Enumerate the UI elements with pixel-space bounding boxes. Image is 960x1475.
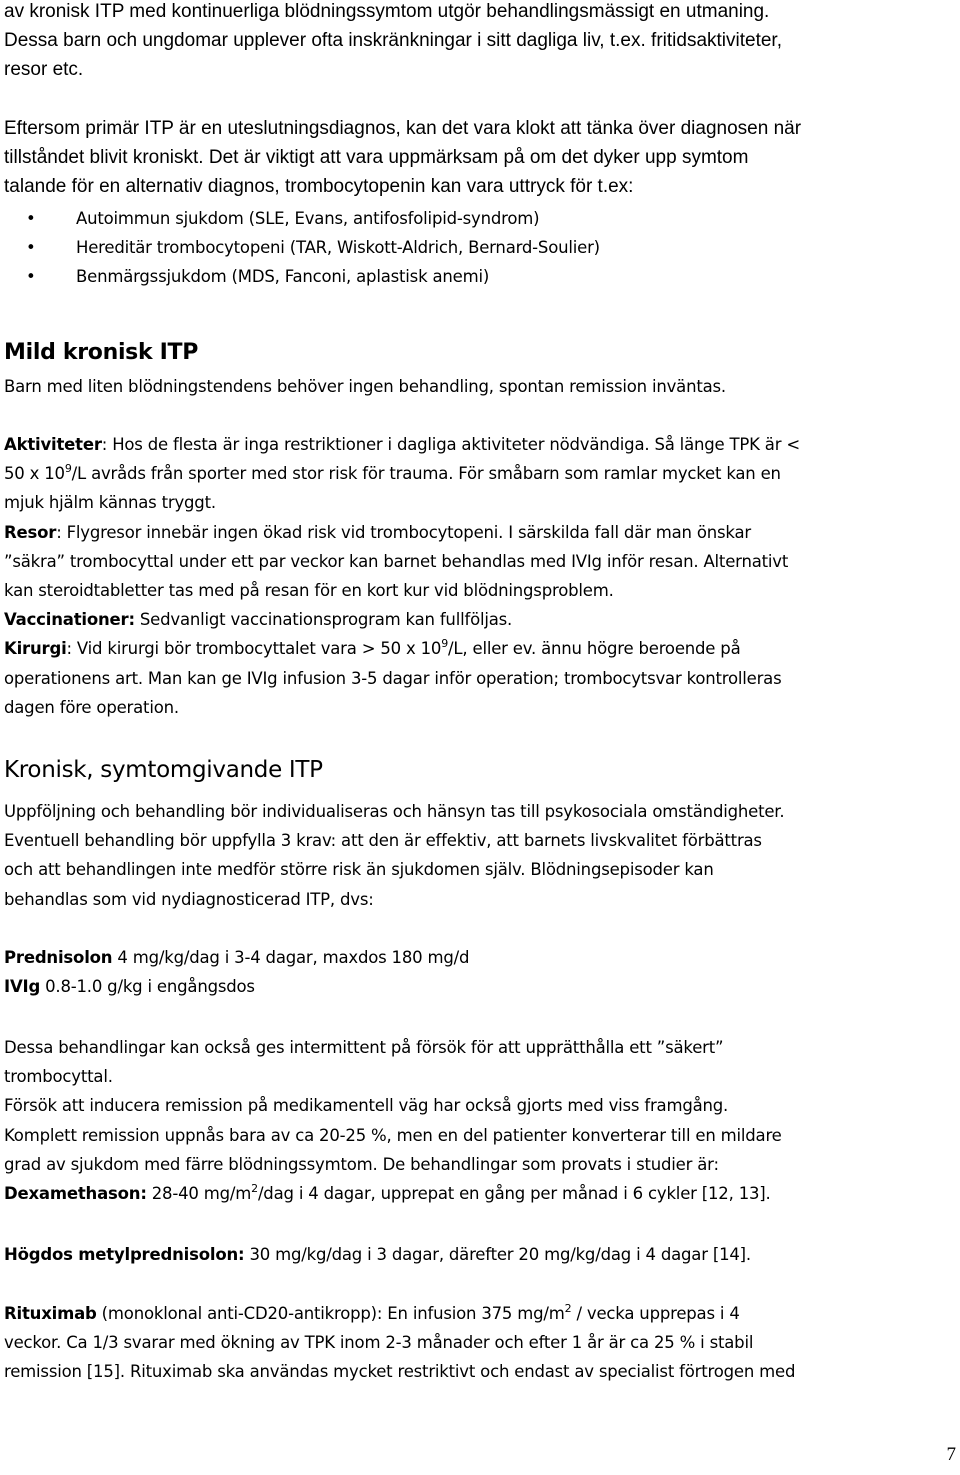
text-line: Uppföljning och behandling bör individualiseras och hänsyn tas till psykosociala omständigheter. <box>4 802 785 821</box>
text-run: 30 mg/kg/dag i 3 dagar, därefter 20 mg/kg/dag i 4 dagar [14]. <box>244 1245 751 1264</box>
drug-rituximab: Rituximab <box>4 1304 97 1323</box>
text-line: Dessa barn och ungdomar upplever ofta inskränkningar i sitt dagliga liv, t.ex. fritidsaktiviteter, <box>4 30 782 51</box>
mild-paragraph <box>4 372 954 401</box>
label-surgery: Kirurgi <box>4 639 67 659</box>
superscript: 9 <box>64 461 72 475</box>
text-line <box>4 1299 954 1328</box>
text-run: Det är viktigt att vara uppmärksam på om det dyker upp symtom <box>203 147 749 168</box>
text-line <box>4 518 954 547</box>
bullet-icon: • <box>26 238 36 258</box>
text-line: ”säkra” trombocyttal under ett par veckor kan barnet behandlas med IVIg inför resan. Alternativt <box>4 551 789 571</box>
text-run: : Flygresor innebär ingen ökad risk vid trombocytopeni. I särskilda fall där man önskar <box>56 522 751 542</box>
diagnosis-paragraph <box>4 114 954 201</box>
bullet-icon: • <box>26 209 36 228</box>
text-line: resor etc. <box>4 59 84 80</box>
hdmp-paragraph <box>4 1240 954 1269</box>
list-item <box>4 233 954 262</box>
text-line: kan steroidtabletter tas med på resan för en kort kur vid blödningsproblem. <box>4 581 614 601</box>
text-line <box>4 143 954 172</box>
drug-dexamethason: Dexamethason: <box>4 1184 147 1204</box>
text-run: (monoklonal anti-CD20-antikropp): En infusion 375 mg/m <box>96 1304 565 1323</box>
text-run: /L, eller ev. ännu högre beroende på <box>448 639 741 659</box>
text-run: : Vid kirurgi bör trombocyttalet vara > 50 x 10 <box>66 639 442 659</box>
list-item-text: Autoimmun sjukdom (SLE, Evans, antifosfolipid-syndrom) <box>76 209 540 228</box>
text-line: operationens art. Man kan ge IVIg infusion 3-5 dagar inför operation; trombocytsvar kontrolleras <box>4 668 782 688</box>
text-line <box>4 1240 954 1269</box>
text-line: remission [15]. Rituximab ska användas mycket restriktivt och endast av specialist förtrogen med <box>4 1362 796 1382</box>
rituximab-paragraph <box>4 1299 954 1387</box>
drug-prednisolon: Prednisolon <box>4 948 113 967</box>
differential-diagnosis-list <box>4 204 954 292</box>
text-line <box>4 1179 954 1208</box>
bullet-icon: • <box>26 267 36 287</box>
text-line: Försök att inducera remission på medikamentell väg har också gjorts med viss framgång. <box>4 1096 729 1116</box>
intro-paragraph <box>4 0 954 84</box>
text-run: 0.8-1.0 g/kg i engångsdos <box>40 977 255 997</box>
label-travel: Resor <box>4 522 57 542</box>
text-line: Komplett remission uppnås bara av ca 20-25 %, men en del patienter konverterar till en mildare <box>4 1125 782 1145</box>
label-activities: Aktiviteter <box>4 435 102 454</box>
text-line <box>4 459 954 488</box>
text-run: / vecka upprepas i 4 <box>571 1304 740 1323</box>
chronic-paragraph-1 <box>4 797 954 914</box>
label-vaccinations: Vaccinationer: <box>4 610 135 630</box>
text-line <box>4 430 954 459</box>
acute-treatment-list <box>4 943 954 1001</box>
text-line <box>4 943 954 972</box>
text-run: Sedvanligt vaccinationsprogram kan fullföljas. <box>134 610 513 630</box>
text-line: dagen före operation. <box>4 697 179 717</box>
text-run: 4 mg/kg/dag i 3-4 dagar, maxdos 180 mg/d <box>112 948 470 967</box>
text-line: veckor. Ca 1/3 svarar med ökning av TPK inom 2-3 månader och efter 1 år är ca 25 % i stabil <box>4 1333 754 1353</box>
text-run: /dag i 4 dagar, upprepat en gång per månad i 6 cykler [12, 13]. <box>257 1184 771 1204</box>
text-run: : Hos de flesta är inga restriktioner i dagliga aktiviteter nödvändiga. Så länge TPK är < <box>101 435 800 454</box>
page-number: 7 <box>946 1444 956 1465</box>
drug-metylprednisolon: Högdos metylprednisolon: <box>4 1245 245 1264</box>
text-line: Dessa behandlingar kan också ges intermittent på försök för att upprätthålla ett ”säkert” <box>4 1038 724 1057</box>
section-heading-chronic: Kronisk, symtomgivande ITP <box>4 757 323 783</box>
chronic-paragraph-2 <box>4 1033 954 1208</box>
text-line: Eventuell behandling bör uppfylla 3 krav: att den är effektiv, att barnets livskvalitet förbättras <box>4 831 762 851</box>
section-heading-mild: Mild kronisk ITP <box>4 340 199 365</box>
superscript: 9 <box>441 636 449 650</box>
text-line: Barn med liten blödningstendens behöver ingen behandling, spontan remission inväntas. <box>4 377 726 396</box>
text-line: behandlas som vid nydiagnosticerad ITP, dvs: <box>4 889 374 909</box>
drug-ivig: IVIg <box>4 977 41 997</box>
text-line: Eftersom primär ITP är en uteslutningsdiagnos, kan det vara klokt att tänka över diagnosen när <box>4 118 802 139</box>
list-item-text: Benmärgssjukdom (MDS, Fanconi, aplastisk anemi) <box>76 267 490 287</box>
list-item <box>4 204 954 233</box>
superscript: 2 <box>564 1301 572 1315</box>
text-line: och att behandlingen inte medför större risk än sjukdomen själv. Blödningsepisoder kan <box>4 860 714 880</box>
text-line: grad av sjukdom med färre blödningssymtom. De behandlingar som provats i studier är: <box>4 1154 719 1174</box>
text-run: 28-40 mg/m <box>146 1184 252 1204</box>
text-run: 50 x 10 <box>4 464 65 484</box>
text-run: tillståndet blivit kroniskt. <box>4 147 204 168</box>
text-line: talande för en alternativ diagnos, trombocytopenin kan vara uttryck för t.ex: <box>4 176 634 197</box>
text-run: /L avråds från sporter med stor risk för trauma. För småbarn som ramlar mycket kan en <box>71 464 781 484</box>
text-line: mjuk hjälm kännas tryggt. <box>4 493 216 513</box>
text-line: av kronisk ITP med kontinuerliga blödningssymtom utgör behandlingsmässigt en utmaning. <box>4 1 770 22</box>
superscript: 2 <box>251 1181 258 1195</box>
text-line <box>4 972 954 1001</box>
text-line <box>4 605 954 634</box>
list-item-text: Hereditär trombocytopeni (TAR, Wiskott-Aldrich, Bernard-Soulier) <box>76 238 600 258</box>
text-line: trombocyttal. <box>4 1067 113 1087</box>
text-line <box>4 634 954 663</box>
list-item <box>4 262 954 291</box>
mild-recommendations <box>4 430 954 722</box>
